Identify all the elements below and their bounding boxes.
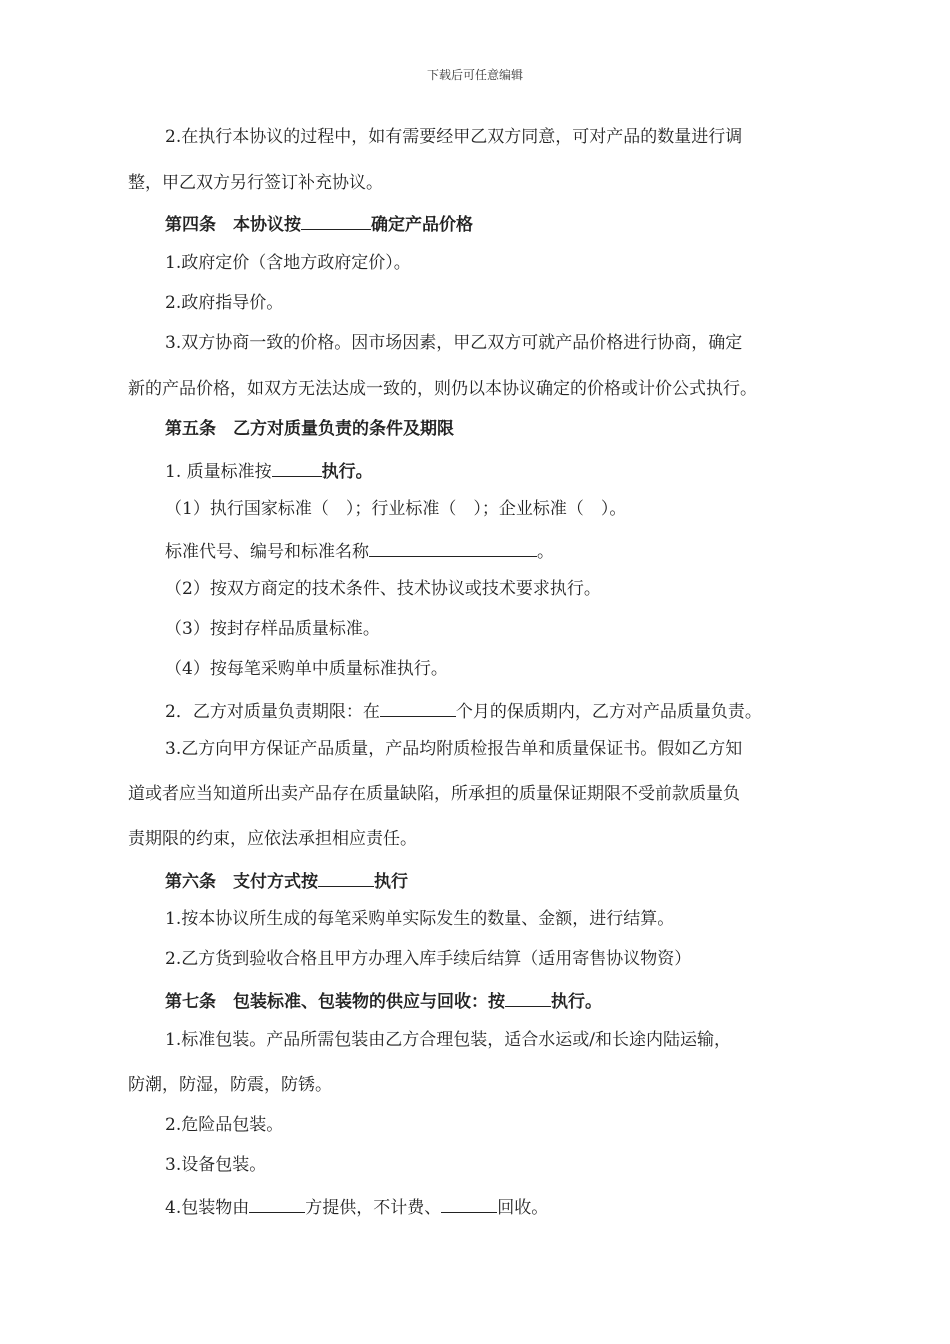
article-7-text: 执行。 [551, 992, 602, 1012]
paragraph-line: 防潮，防湿，防震，防锈。 [128, 1075, 332, 1095]
list-item [165, 698, 762, 723]
article-7-text: 第七条 包装标准、包装物的供应与回收：按 [165, 992, 505, 1012]
list-item: 2.危险品包装。 [165, 1115, 284, 1135]
list-item [165, 458, 373, 483]
fill-blank [369, 538, 537, 557]
item-text: 方提供，不计费、 [305, 1198, 442, 1218]
list-item [165, 1194, 548, 1219]
fill-blank [441, 1194, 497, 1213]
list-item [165, 538, 554, 563]
item-text: 。 [537, 542, 554, 562]
article-7-heading [165, 988, 602, 1013]
article-4-text: 第四条 本协议按 [165, 215, 301, 235]
article-6-heading [165, 868, 408, 893]
fill-blank [272, 458, 322, 477]
paragraph-line: 2.在执行本协议的过程中，如有需要经甲乙双方同意，可对产品的数量进行调 [165, 127, 743, 147]
item-text: 执行。 [321, 462, 373, 482]
article-4-text: 确定产品价格 [371, 215, 473, 235]
fill-blank [505, 988, 551, 1007]
fill-blank [249, 1194, 305, 1213]
item-text: 1. 质量标准按 [165, 462, 272, 482]
list-item: 1.标准包装。产品所需包装由乙方合理包装，适合水运或/和长途内陆运输， [165, 1030, 731, 1050]
list-item: 3.设备包装。 [165, 1155, 267, 1175]
list-item: 2.政府指导价。 [165, 293, 284, 313]
list-item: 1.政府定价（含地方政府定价）。 [165, 253, 411, 273]
item-text: 个月的保质期内，乙方对产品质量负责。 [455, 702, 762, 722]
article-5-heading: 第五条 乙方对质量负责的条件及期限 [165, 419, 454, 439]
paragraph-line: 整，甲乙双方另行签订补充协议。 [128, 173, 383, 193]
fill-blank [380, 698, 456, 717]
item-text: 2．乙方对质量负责期限：在 [165, 702, 380, 722]
list-item: （1）执行国家标准（ ）；行业标准（ ）；企业标准（ ）。 [165, 499, 627, 519]
fill-blank [301, 211, 371, 230]
article-4-heading [165, 211, 473, 236]
article-6-text: 执行 [374, 872, 408, 892]
list-item: 1.按本协议所生成的每笔采购单实际发生的数量、金额，进行结算。 [165, 909, 675, 929]
paragraph-line: 责期限的约束，应依法承担相应责任。 [128, 829, 417, 849]
paragraph-line: 道或者应当知道所出卖产品存在质量缺陷，所承担的质量保证期限不受前款质量负 [128, 784, 740, 804]
list-item: 3.双方协商一致的价格。因市场因素，甲乙双方可就产品价格进行协商，确定 [165, 333, 743, 353]
item-text: 标准代号、编号和标准名称 [165, 542, 369, 562]
page-header: 下载后可任意编辑 [426, 68, 523, 82]
paragraph-line: 新的产品价格，如双方无法达成一致的，则仍以本协议确定的价格或计价公式执行。 [128, 379, 757, 399]
item-text: 4.包装物由 [165, 1198, 250, 1218]
list-item: （4）按每笔采购单中质量标准执行。 [165, 659, 448, 679]
item-text: 回收。 [497, 1198, 549, 1218]
article-6-text: 第六条 支付方式按 [165, 872, 318, 892]
list-item: 3.乙方向甲方保证产品质量，产品均附质检报告单和质量保证书。假如乙方知 [165, 739, 743, 759]
list-item: 2.乙方货到验收合格且甲方办理入库手续后结算（适用寄售协议物资） [165, 949, 692, 969]
list-item: （3）按封存样品质量标准。 [165, 619, 380, 639]
list-item: （2）按双方商定的技术条件、技术协议或技术要求执行。 [165, 579, 601, 599]
fill-blank [318, 868, 374, 887]
